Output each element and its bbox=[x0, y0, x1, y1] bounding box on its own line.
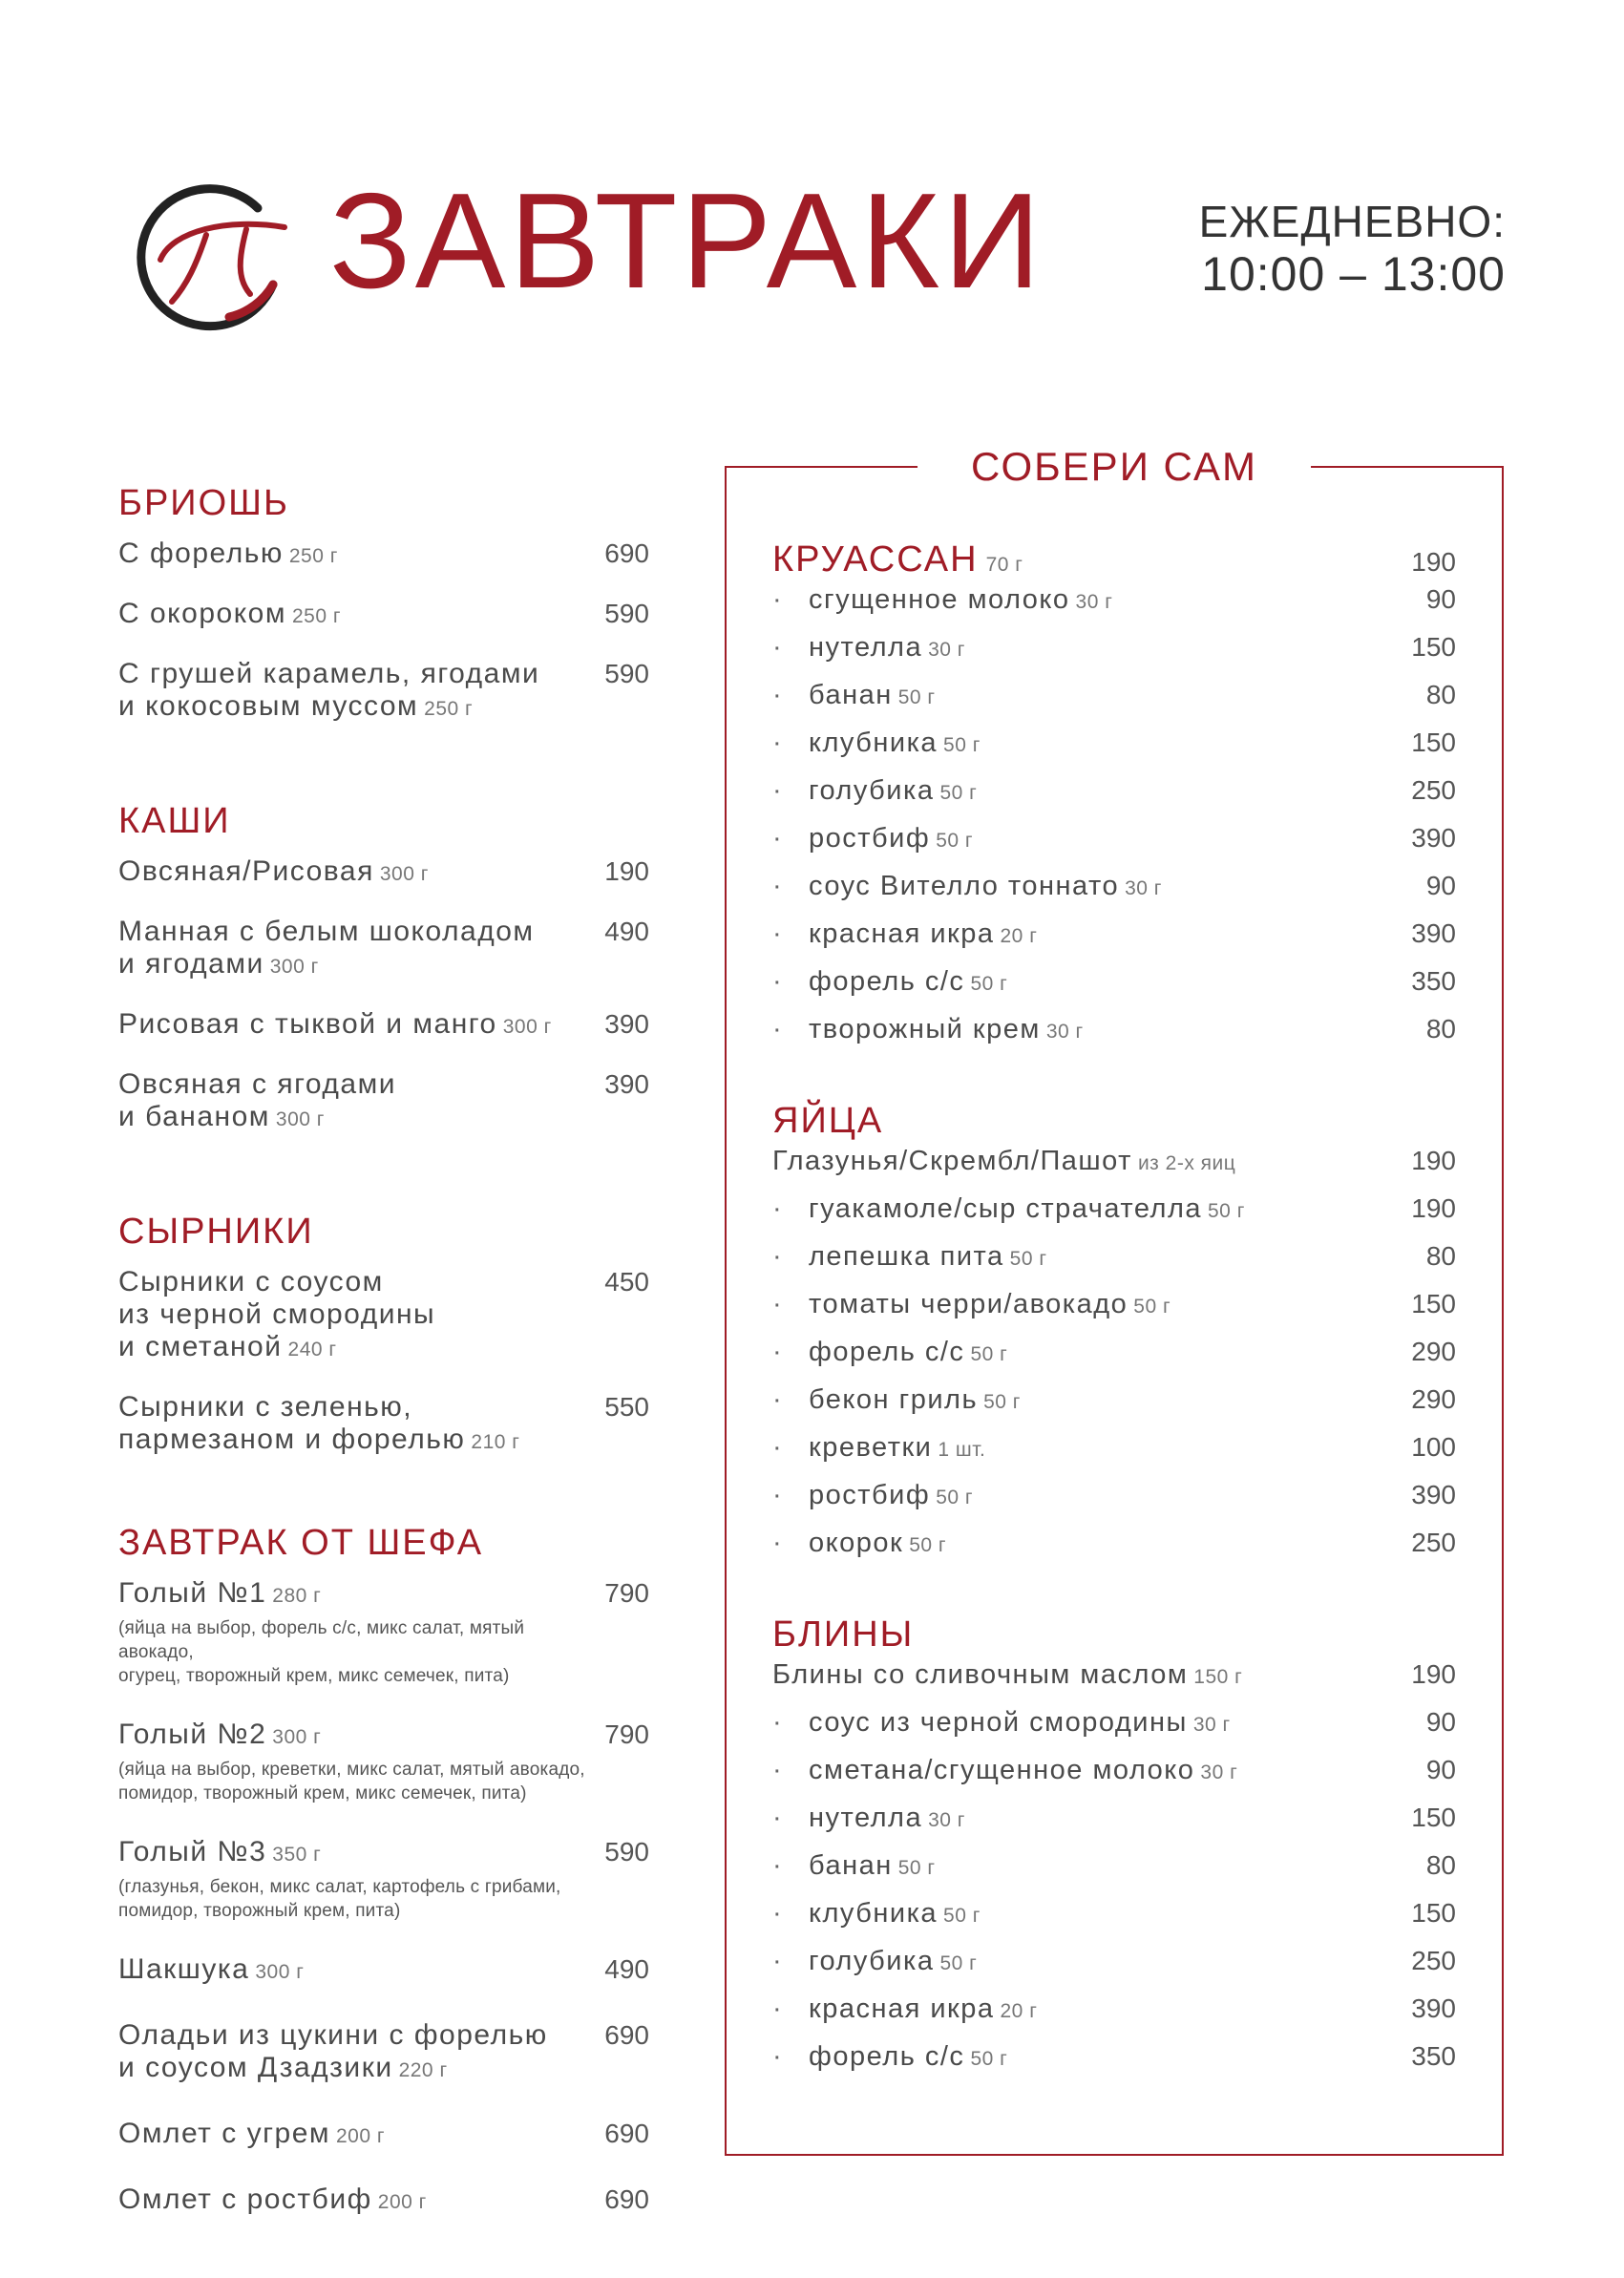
item-description-cont: огурец, творожный крем, микс семечек, пита) bbox=[118, 1666, 510, 1686]
item-price: 190 bbox=[604, 856, 649, 886]
item-price: 690 bbox=[604, 2184, 649, 2214]
bullet-icon: · bbox=[772, 680, 784, 710]
item-name: нутелла bbox=[809, 1803, 923, 1833]
bullet-icon: · bbox=[772, 1241, 784, 1272]
item-price: 90 bbox=[1425, 1707, 1456, 1737]
item-description-cont: помидор, творожный крем, микс семечек, пита) bbox=[118, 1783, 527, 1803]
menu-item bbox=[118, 1008, 649, 1044]
item-name: Шакшука bbox=[118, 1953, 250, 1985]
item-weight: 300 г bbox=[269, 956, 319, 978]
menu-item bbox=[118, 1836, 649, 1923]
item-name: Оладьи из цукини с форелью bbox=[118, 2019, 548, 2051]
item-price: 350 bbox=[1411, 966, 1456, 996]
item-price: 150 bbox=[1411, 728, 1456, 757]
item-name: Овсяная/Рисовая bbox=[118, 855, 374, 887]
item-price: 350 bbox=[1411, 2041, 1456, 2071]
left-menu-column bbox=[118, 482, 649, 2249]
addon-row bbox=[772, 1946, 1456, 1993]
category-row-croissant bbox=[772, 538, 1456, 580]
addon-row bbox=[772, 1432, 1456, 1480]
addon-row bbox=[772, 775, 1456, 823]
item-price: 100 bbox=[1411, 1432, 1456, 1462]
addon-row bbox=[772, 918, 1456, 966]
category-title-brioche: БРИОШЬ bbox=[118, 483, 289, 523]
menu-item bbox=[118, 2118, 649, 2153]
item-weight: 50 г bbox=[936, 830, 974, 852]
menu-item bbox=[118, 1391, 649, 1459]
item-price: 250 bbox=[1411, 775, 1456, 805]
eggs-addons bbox=[772, 1193, 1456, 1575]
item-price: 150 bbox=[1411, 1898, 1456, 1928]
item-weight: 300 г bbox=[502, 1016, 552, 1038]
item-description: (глазунья, бекон, микс салат, картофель с грибами, bbox=[118, 1877, 561, 1897]
item-price: 590 bbox=[604, 599, 649, 628]
page-title: ЗАВТРАКИ bbox=[329, 165, 1045, 317]
item-weight: 300 г bbox=[272, 1726, 322, 1748]
item-name-cont: и сметаной bbox=[118, 1331, 283, 1362]
item-price: 390 bbox=[604, 1009, 649, 1039]
item-weight: 300 г bbox=[255, 1961, 305, 1983]
item-weight: 50 г bbox=[897, 1857, 936, 1879]
item-price: 590 bbox=[604, 659, 649, 688]
item-price: 90 bbox=[1425, 871, 1456, 900]
addon-row bbox=[772, 1193, 1456, 1241]
bullet-icon: · bbox=[772, 632, 784, 663]
menu-item bbox=[118, 1577, 649, 1688]
item-name: красная икра bbox=[809, 918, 995, 949]
item-name: красная икра bbox=[809, 1993, 995, 2024]
bullet-icon: · bbox=[772, 966, 784, 997]
menu-item bbox=[118, 855, 649, 891]
menu-item bbox=[118, 1068, 649, 1136]
item-name: бекон гриль bbox=[809, 1384, 979, 1415]
bullet-icon: · bbox=[772, 1993, 784, 2024]
item-price: 390 bbox=[604, 1069, 649, 1099]
restaurant-logo bbox=[115, 172, 296, 334]
item-name: Омлет с угрем bbox=[118, 2118, 330, 2149]
addon-row bbox=[772, 584, 1456, 632]
addon-row bbox=[772, 1850, 1456, 1898]
item-name: Рисовая с тыквой и манго bbox=[118, 1008, 497, 1040]
item-weight: 50 г bbox=[936, 1487, 974, 1508]
addon-row bbox=[772, 2041, 1456, 2089]
menu-item bbox=[118, 2019, 649, 2087]
bullet-icon: · bbox=[772, 1432, 784, 1463]
item-weight: из 2-х яиц bbox=[1137, 1152, 1236, 1174]
bullet-icon: · bbox=[772, 1850, 784, 1881]
base-item bbox=[772, 1659, 1456, 1707]
box-title: СОБЕРИ САМ bbox=[917, 442, 1311, 492]
bullet-icon: · bbox=[772, 775, 784, 806]
item-price: 90 bbox=[1425, 584, 1456, 614]
item-name: нутелла bbox=[809, 632, 923, 663]
item-price: 690 bbox=[604, 538, 649, 568]
item-price: 390 bbox=[1411, 1993, 1456, 2023]
item-price: 290 bbox=[1411, 1384, 1456, 1414]
item-weight: 50 г bbox=[943, 734, 981, 756]
bullet-icon: · bbox=[772, 1528, 784, 1558]
item-weight: 250 г bbox=[291, 605, 342, 627]
item-name: Сырники с зеленью, bbox=[118, 1391, 413, 1423]
addon-row bbox=[772, 1014, 1456, 1062]
item-name: Блины со сливочным маслом bbox=[772, 1659, 1189, 1690]
item-price: 250 bbox=[1411, 1946, 1456, 1975]
bullet-icon: · bbox=[772, 1755, 784, 1785]
item-weight: 210 г bbox=[471, 1431, 520, 1453]
item-price: 590 bbox=[604, 1837, 649, 1867]
category-row-eggs bbox=[772, 1100, 1456, 1142]
menu-item bbox=[118, 598, 649, 633]
item-name: окорок bbox=[809, 1528, 904, 1558]
addon-row bbox=[772, 1707, 1456, 1755]
item-weight: 50 г bbox=[939, 782, 978, 804]
item-price: 390 bbox=[1411, 1480, 1456, 1509]
item-price: 150 bbox=[1411, 1803, 1456, 1832]
item-name: творожный крем bbox=[809, 1014, 1041, 1044]
addon-row bbox=[772, 728, 1456, 775]
item-name: соус из черной смородины bbox=[809, 1707, 1188, 1738]
item-price: 450 bbox=[604, 1267, 649, 1297]
item-name: Овсяная с ягодами bbox=[118, 1068, 396, 1100]
item-name: С форелью bbox=[118, 538, 284, 569]
addon-row bbox=[772, 966, 1456, 1014]
item-weight: 50 г bbox=[1133, 1296, 1171, 1318]
item-weight: 50 г bbox=[897, 686, 936, 708]
item-name-cont: из черной смородины bbox=[118, 1298, 436, 1330]
menu-item bbox=[118, 1266, 649, 1366]
item-name: форель с/с bbox=[809, 966, 965, 997]
item-weight: 280 г bbox=[272, 1585, 322, 1607]
item-name-cont: пармезаном и форелью bbox=[118, 1424, 466, 1455]
bullet-icon: · bbox=[772, 871, 784, 901]
item-name: банан bbox=[809, 1850, 893, 1881]
addon-row bbox=[772, 1241, 1456, 1289]
item-name: сметана/сгущенное молоко bbox=[809, 1755, 1195, 1785]
addon-row bbox=[772, 632, 1456, 680]
item-price: 490 bbox=[604, 1954, 649, 1984]
addon-row bbox=[772, 1803, 1456, 1850]
item-weight: 50 г bbox=[1009, 1248, 1047, 1270]
build-your-own-box bbox=[725, 444, 1504, 2156]
menu-item bbox=[118, 538, 649, 573]
item-name: Голый №2 bbox=[118, 1719, 267, 1750]
item-price: 490 bbox=[604, 917, 649, 946]
item-weight: 50 г bbox=[970, 1343, 1008, 1365]
bullet-icon: · bbox=[772, 584, 784, 615]
hours-label: ЕЖЕДНЕВНО: bbox=[1198, 197, 1506, 246]
item-weight: 300 г bbox=[275, 1108, 325, 1130]
item-name: Омлет с ростбиф bbox=[118, 2183, 372, 2215]
item-weight: 30 г bbox=[1192, 1714, 1231, 1736]
item-price: 80 bbox=[1425, 1241, 1456, 1271]
item-price: 250 bbox=[1411, 1528, 1456, 1557]
item-weight: 1 шт. bbox=[938, 1439, 986, 1461]
item-price: 690 bbox=[604, 2119, 649, 2148]
item-description: (яйца на выбор, креветки, микс салат, мятый авокадо, bbox=[118, 1760, 585, 1780]
item-name-cont: и ягодами bbox=[118, 948, 264, 980]
addon-row bbox=[772, 1480, 1456, 1528]
item-weight: 250 г bbox=[288, 545, 338, 567]
item-weight: 50 г bbox=[970, 973, 1008, 995]
bullet-icon: · bbox=[772, 1193, 784, 1224]
addon-row bbox=[772, 1993, 1456, 2041]
item-name: С окороком bbox=[118, 598, 286, 629]
croissant-addons bbox=[772, 584, 1456, 1062]
item-weight: 240 г bbox=[287, 1339, 337, 1360]
menu-item bbox=[118, 1719, 649, 1805]
item-price: 290 bbox=[1411, 1337, 1456, 1366]
category-title-pancakes: БЛИНЫ bbox=[772, 1614, 915, 1655]
item-name-cont: и кокосовым муссом bbox=[118, 690, 419, 722]
item-price: 190 bbox=[1411, 547, 1456, 577]
category-title-eggs: ЯЙЦА bbox=[772, 1101, 884, 1141]
item-price: 790 bbox=[604, 1719, 649, 1749]
item-weight: 30 г bbox=[1075, 591, 1113, 613]
item-weight: 50 г bbox=[909, 1534, 947, 1556]
item-weight: 50 г bbox=[970, 2048, 1008, 2070]
opening-hours bbox=[1199, 196, 1506, 301]
category-title-croissant: КРУАССАН bbox=[772, 539, 979, 580]
item-weight: 250 г bbox=[424, 698, 474, 720]
addon-row bbox=[772, 823, 1456, 871]
item-name: голубика bbox=[809, 1946, 935, 1976]
addon-row bbox=[772, 871, 1456, 918]
item-name: форель с/с bbox=[809, 2041, 965, 2072]
item-price: 190 bbox=[1411, 1146, 1456, 1175]
addon-row bbox=[772, 1337, 1456, 1384]
menu-item bbox=[118, 658, 649, 726]
menu-item bbox=[118, 2183, 649, 2219]
item-price: 390 bbox=[1411, 918, 1456, 948]
item-name: С грушей карамель, ягодами bbox=[118, 658, 540, 689]
item-name: сгущенное молоко bbox=[809, 584, 1070, 615]
item-name: Голый №3 bbox=[118, 1836, 267, 1867]
item-weight: 220 г bbox=[398, 2059, 448, 2081]
item-weight: 20 г bbox=[1000, 925, 1038, 947]
category-title-chef: ЗАВТРАК ОТ ШЕФА bbox=[118, 1523, 484, 1563]
item-weight: 50 г bbox=[1208, 1200, 1245, 1222]
addon-row bbox=[772, 1289, 1456, 1337]
item-weight: 300 г bbox=[379, 863, 429, 885]
item-weight: 50 г bbox=[983, 1391, 1021, 1413]
bullet-icon: · bbox=[772, 918, 784, 949]
item-price: 80 bbox=[1425, 680, 1456, 709]
bullet-icon: · bbox=[772, 1480, 784, 1510]
item-description-cont: помидор, творожный крем, пита) bbox=[118, 1901, 401, 1921]
item-weight: 30 г bbox=[1200, 1761, 1238, 1783]
bullet-icon: · bbox=[772, 1946, 784, 1976]
item-price: 80 bbox=[1425, 1014, 1456, 1044]
item-price: 190 bbox=[1411, 1193, 1456, 1223]
addon-row bbox=[772, 1898, 1456, 1946]
item-name: соус Вителло тоннато bbox=[809, 871, 1120, 901]
bullet-icon: · bbox=[772, 1384, 784, 1415]
item-name: Сырники с соусом bbox=[118, 1266, 384, 1297]
item-description: (яйца на выбор, форель с/с, микс салат, мятый авокадо, bbox=[118, 1618, 525, 1662]
item-name-cont: и бананом bbox=[118, 1101, 270, 1132]
item-name: форель с/с bbox=[809, 1337, 965, 1367]
item-weight: 50 г bbox=[939, 1952, 978, 1974]
item-price: 390 bbox=[1411, 823, 1456, 853]
bullet-icon: · bbox=[772, 1337, 784, 1367]
item-name: лепешка пита bbox=[809, 1241, 1004, 1272]
hours-time: 10:00 – 13:00 bbox=[1201, 247, 1506, 301]
addon-row bbox=[772, 1528, 1456, 1575]
item-weight: 30 г bbox=[1125, 877, 1162, 899]
item-name: голубика bbox=[809, 775, 935, 806]
item-weight: 20 г bbox=[1000, 2000, 1038, 2022]
item-name: ростбиф bbox=[809, 823, 931, 854]
addon-row bbox=[772, 1384, 1456, 1432]
item-name-cont: и соусом Дзадзики bbox=[118, 2052, 393, 2083]
item-name: томаты черри/авокадо bbox=[809, 1289, 1128, 1319]
item-name: Глазунья/Скрембл/Пашот bbox=[772, 1146, 1132, 1176]
item-price: 790 bbox=[604, 1578, 649, 1608]
item-weight: 70 г bbox=[985, 554, 1023, 576]
item-price: 150 bbox=[1411, 632, 1456, 662]
item-name: креветки bbox=[809, 1432, 933, 1463]
item-price: 80 bbox=[1425, 1850, 1456, 1880]
bullet-icon: · bbox=[772, 1803, 784, 1833]
item-name: ростбиф bbox=[809, 1480, 931, 1510]
addon-row bbox=[772, 680, 1456, 728]
item-weight: 350 г bbox=[272, 1844, 322, 1866]
item-name: гуакамоле/сыр страчателла bbox=[809, 1193, 1202, 1224]
bullet-icon: · bbox=[772, 823, 784, 854]
item-weight: 30 г bbox=[928, 639, 965, 661]
bullet-icon: · bbox=[772, 1898, 784, 1929]
item-price: 190 bbox=[1411, 1659, 1456, 1689]
item-name: Манная с белым шоколадом bbox=[118, 916, 535, 947]
item-price: 150 bbox=[1411, 1289, 1456, 1318]
item-price: 690 bbox=[604, 2020, 649, 2050]
pancakes-addons bbox=[772, 1707, 1456, 2089]
item-name: банан bbox=[809, 680, 893, 710]
item-name: клубника bbox=[809, 1898, 939, 1929]
bullet-icon: · bbox=[772, 1707, 784, 1738]
category-title-syrniki: СЫРНИКИ bbox=[118, 1212, 314, 1252]
addon-row bbox=[772, 1755, 1456, 1803]
item-name: клубника bbox=[809, 728, 939, 758]
menu-item bbox=[118, 916, 649, 983]
menu-item bbox=[118, 1953, 649, 1989]
item-weight: 200 г bbox=[377, 2191, 427, 2213]
category-title-porridge: КАШИ bbox=[118, 801, 231, 841]
item-name: Голый №1 bbox=[118, 1577, 267, 1609]
item-weight: 30 г bbox=[928, 1809, 965, 1831]
item-weight: 50 г bbox=[943, 1905, 981, 1927]
item-weight: 150 г bbox=[1193, 1666, 1243, 1688]
category-row-pancakes bbox=[772, 1614, 1456, 1656]
bullet-icon: · bbox=[772, 2041, 784, 2072]
item-price: 90 bbox=[1425, 1755, 1456, 1784]
base-item bbox=[772, 1146, 1456, 1193]
item-weight: 200 г bbox=[336, 2125, 386, 2147]
item-price: 550 bbox=[604, 1392, 649, 1422]
item-weight: 30 г bbox=[1045, 1021, 1084, 1043]
bullet-icon: · bbox=[772, 1289, 784, 1319]
bullet-icon: · bbox=[772, 1014, 784, 1044]
bullet-icon: · bbox=[772, 728, 784, 758]
